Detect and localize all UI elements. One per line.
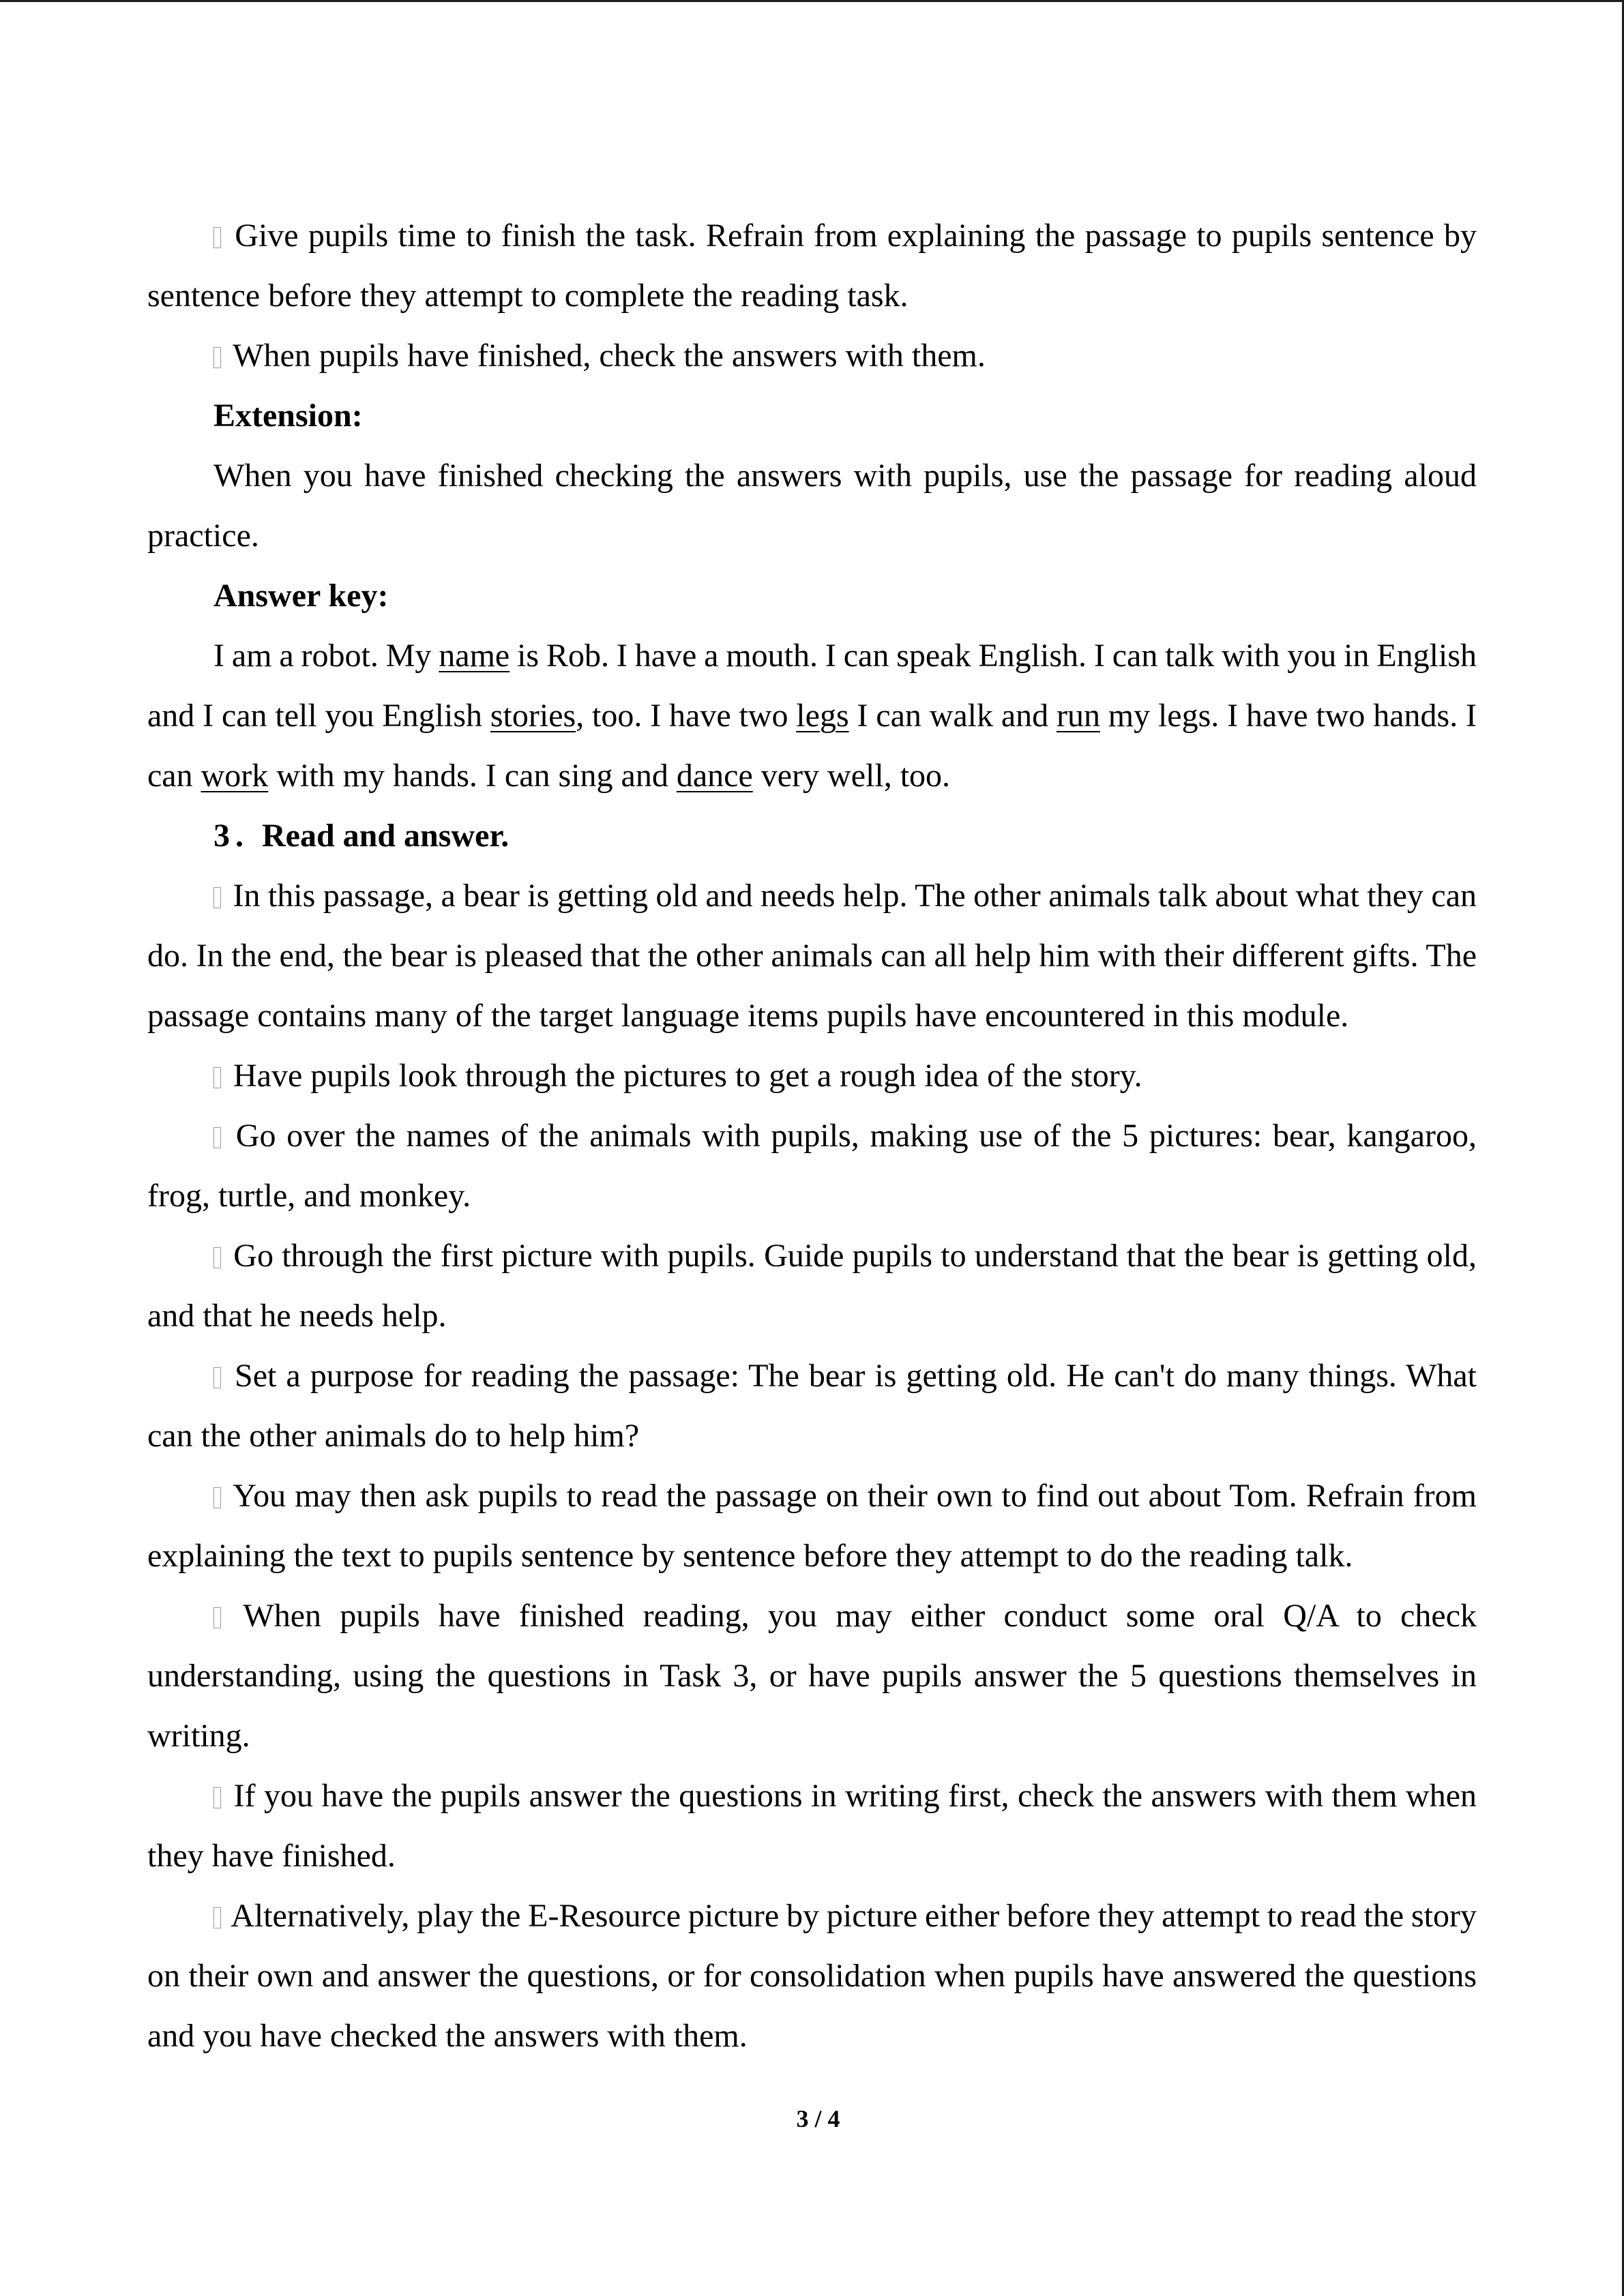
section-title: Read and answer.	[262, 818, 510, 854]
text-line	[147, 1946, 1477, 2006]
line-text: If you have the pupils answer the questions in writing first, check the answers with them when	[233, 1778, 1477, 1814]
answer-key-paragraph	[147, 626, 1477, 806]
answer-word: stories	[490, 698, 576, 734]
line-text: is Rob. I have a mouth. I can speak English. I can talk with you in English	[510, 638, 1477, 674]
line-text: I can walk and	[848, 698, 1057, 734]
text-line	[147, 866, 1477, 926]
answer-word: run	[1056, 698, 1100, 734]
text-line	[147, 1646, 1477, 1706]
page-number: 3 / 4	[796, 2105, 840, 2132]
bullet-paragraph	[147, 1466, 1477, 1586]
line-text: and you have checked the answers with them.	[147, 2018, 748, 2054]
text-line	[147, 1466, 1477, 1526]
bullet-paragraph	[147, 1226, 1477, 1346]
paragraph	[147, 446, 1477, 566]
section-number: 3	[213, 818, 230, 854]
text-line	[147, 1046, 1477, 1106]
line-text: Go through the first picture with pupils. Guide pupils to understand that the bear is getting old,	[233, 1238, 1477, 1274]
line-text: passage contains many of the target language items pupils have encountered in this module.	[147, 998, 1349, 1034]
bullet-box-icon	[213, 1127, 221, 1148]
answer-key-heading	[147, 566, 1477, 626]
bullet-paragraph	[147, 866, 1477, 1046]
line-text: When pupils have finished, check the answers with them.	[233, 338, 986, 374]
bullet-box-icon	[213, 347, 221, 368]
line-text: Go over the names of the animals with pupils, making use of the 5 pictures: bear, kangaroo,	[235, 1118, 1477, 1154]
bullet-paragraph	[147, 206, 1477, 326]
text-line	[147, 926, 1477, 986]
text-line	[147, 1886, 1477, 1946]
line-text: and I can tell you English	[147, 698, 490, 734]
line-text: do. In the end, the bear is pleased that the other animals can all help him with their different gifts. The	[147, 938, 1477, 974]
bullet-box-icon	[213, 1787, 221, 1808]
text-line	[147, 266, 1477, 326]
line-text: Have pupils look through the pictures to get a rough idea of the story.	[233, 1058, 1142, 1094]
text-line	[147, 1706, 1477, 1766]
line-text: my legs. I have two hands. I	[1099, 698, 1477, 734]
answer-word: name	[439, 638, 510, 674]
text-line	[147, 1526, 1477, 1586]
text-line	[147, 1406, 1477, 1466]
text-line	[147, 626, 1477, 686]
bullet-paragraph	[147, 1046, 1477, 1106]
text-line	[147, 686, 1477, 746]
bullet-paragraph	[147, 1886, 1477, 2066]
line-text: In this passage, a bear is getting old and needs help. The other animals talk about what they can	[233, 878, 1477, 914]
line-text: writing.	[147, 1718, 250, 1754]
line-text: You may then ask pupils to read the passage on their own to find out about Tom. Refrain from	[233, 1478, 1477, 1514]
line-text: with my hands. I can sing and	[268, 758, 677, 794]
line-text: can	[147, 758, 201, 794]
line-text: practice.	[147, 518, 259, 554]
text-line	[147, 326, 1477, 386]
page-top-border	[0, 0, 1624, 2]
text-line	[147, 2006, 1477, 2066]
bullet-paragraph	[147, 1766, 1477, 1886]
line-text: , too. I have two	[576, 698, 797, 734]
line-text: very well, too.	[752, 758, 951, 794]
line-text: sentence before they attempt to complete the reading task.	[147, 278, 909, 314]
text-line	[147, 1286, 1477, 1346]
bullet-box-icon	[213, 227, 221, 248]
answer-word: dance	[676, 758, 753, 794]
heading-text: Answer key:	[213, 578, 389, 614]
text-line	[147, 446, 1477, 506]
line-text: and that he needs help.	[147, 1298, 447, 1334]
text-line	[147, 986, 1477, 1046]
line-text: explaining the text to pupils sentence by sentence before they attempt to do the reading talk.	[147, 1538, 1353, 1574]
line-text: frog, turtle, and monkey.	[147, 1178, 471, 1214]
text-line	[147, 1226, 1477, 1286]
bullet-paragraph	[147, 326, 1477, 386]
bullet-box-icon	[213, 1607, 221, 1628]
text-line	[147, 1766, 1477, 1826]
line-text: on their own and answer the questions, or for consolidation when pupils have answered the questions	[147, 1958, 1477, 1994]
text-line	[147, 1586, 1477, 1646]
bullet-paragraph	[147, 1346, 1477, 1466]
extension-heading	[147, 386, 1477, 446]
bullet-paragraph	[147, 1586, 1477, 1766]
section-heading	[147, 806, 1477, 866]
line-text: Give pupils time to finish the task. Refrain from explaining the passage to pupils sentence by	[235, 218, 1477, 254]
line-text: I am a robot. My	[213, 638, 439, 674]
bullet-box-icon	[213, 1487, 221, 1508]
text-line	[147, 506, 1477, 566]
text-line	[147, 746, 1477, 806]
line-text: Alternatively, play the E-Resource picture by picture either before they attempt to read the story	[231, 1898, 1477, 1934]
bullet-box-icon	[213, 1367, 221, 1388]
line-text: When pupils have finished reading, you may either conduct some oral Q/A to check	[243, 1598, 1477, 1634]
answer-word: work	[201, 758, 269, 794]
text-line	[147, 1346, 1477, 1406]
bullet-paragraph	[147, 1106, 1477, 1226]
text-line	[147, 1166, 1477, 1226]
text-line	[147, 1826, 1477, 1886]
answer-word: legs	[796, 698, 849, 734]
line-text: they have finished.	[147, 1838, 396, 1874]
bullet-box-icon	[213, 887, 221, 908]
heading-text: Extension:	[213, 398, 363, 434]
bullet-box-icon	[213, 1247, 221, 1268]
bullet-box-icon	[213, 1907, 221, 1928]
line-text: can the other animals do to help him?	[147, 1418, 640, 1454]
text-line	[147, 206, 1477, 266]
bullet-box-icon	[213, 1067, 221, 1088]
document-body	[147, 206, 1477, 2066]
text-line	[147, 1106, 1477, 1166]
line-text: Set a purpose for reading the passage: The bear is getting old. He can't do many things. What	[235, 1358, 1477, 1394]
line-text: When you have finished checking the answers with pupils, use the passage for reading aloud	[213, 458, 1477, 494]
section-number-separator	[230, 806, 262, 866]
line-text: understanding, using the questions in Task 3, or have pupils answer the 5 questions themselves in	[147, 1658, 1477, 1694]
